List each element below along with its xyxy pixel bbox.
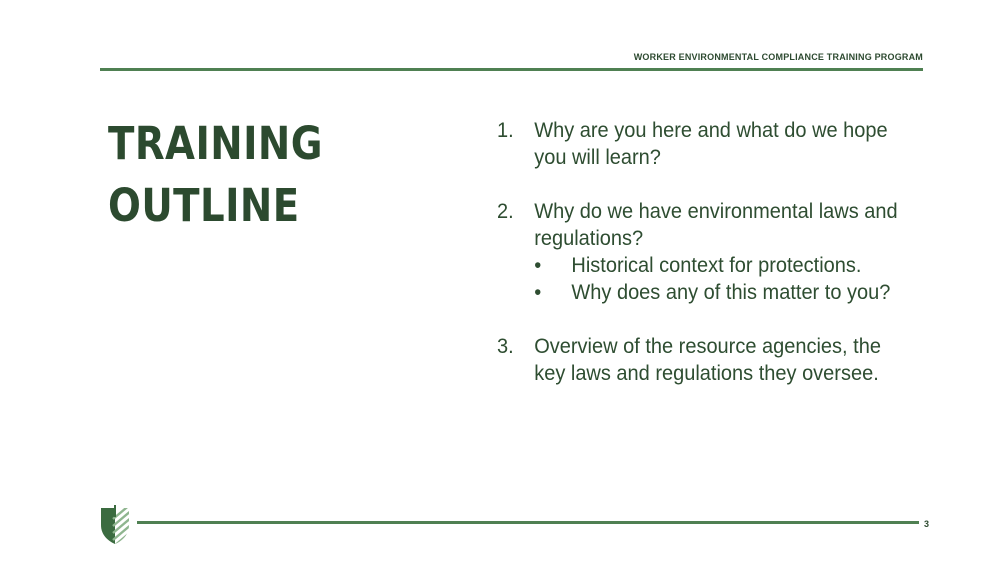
slide-title-line-2: OUTLINE xyxy=(108,179,300,232)
outline-subitem-1 xyxy=(534,252,906,279)
slide-title xyxy=(108,113,323,237)
outline-item-text: Why are you here and what do we hope you will learn? xyxy=(534,118,888,169)
page-number: 3 xyxy=(924,519,930,529)
outline-item-number: 1. xyxy=(497,118,514,142)
shield-leaf-icon xyxy=(100,505,130,545)
slide-title-line-1: TRAINING xyxy=(108,117,323,170)
outline-item-text: Why do we have environmental laws and regulations? xyxy=(534,199,898,250)
header-divider xyxy=(100,68,923,71)
outline-item-number: 2. xyxy=(497,199,514,223)
outline-subitem-2 xyxy=(534,279,906,306)
outline-subitem-text: Historical context for protections. xyxy=(571,253,862,277)
outline-item-text: Overview of the resource agencies, the key laws and regulations they oversee. xyxy=(534,334,881,385)
outline-item-3 xyxy=(497,333,906,387)
outline-subitem-text: Why does any of this matter to you? xyxy=(571,280,891,304)
program-title: WORKER ENVIRONMENTAL COMPLIANCE TRAINING PROGRAM xyxy=(633,52,923,62)
bullet-icon: • xyxy=(534,280,542,304)
outline-sub-list xyxy=(534,252,906,306)
outline-item-1 xyxy=(497,117,906,171)
footer-divider xyxy=(137,521,919,524)
outline-item-2 xyxy=(497,198,906,306)
outline-item-number: 3. xyxy=(497,334,514,358)
training-outline-list xyxy=(497,117,906,414)
bullet-icon: • xyxy=(534,253,542,277)
